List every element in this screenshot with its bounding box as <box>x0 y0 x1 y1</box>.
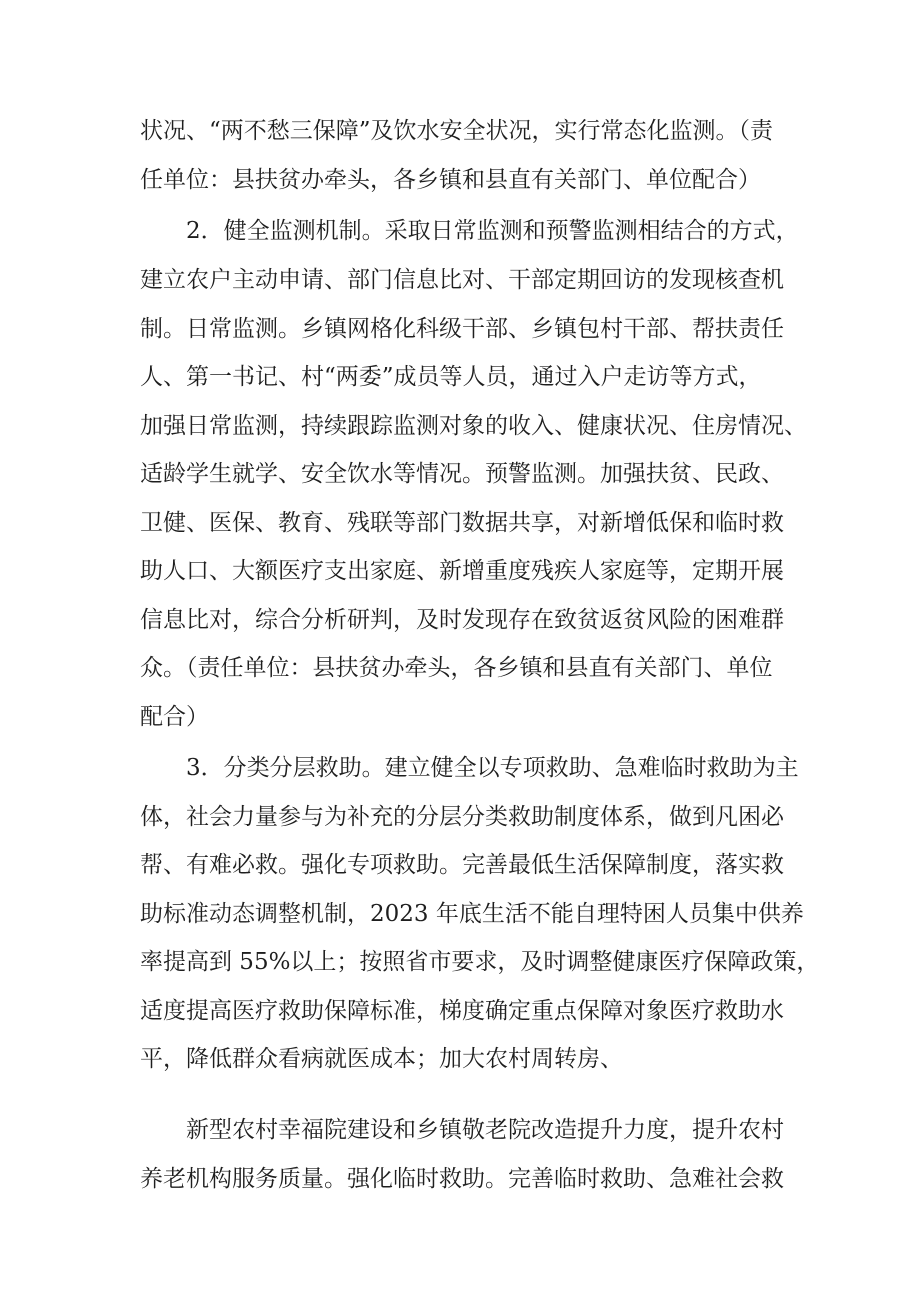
text-line: 养老机构服务质量。强化临时救助。完善临时救助、急难社会救 <box>140 1166 784 1192</box>
text-line: 信息比对，综合分析研判，及时发现存在致贫返贫风险的困难群 <box>140 607 784 633</box>
text-line: 加强日常监测，持续跟踪监测对象的收入、健康状况、住房情况、 <box>140 413 807 439</box>
text-line: 卫健、医保、教育、残联等部门数据共享，对新增低保和临时救 <box>140 510 784 536</box>
text-line: 助标准动态调整机制，2023 年底生活不能自理特困人员集中供养 <box>140 901 804 927</box>
text-line: 众。（责任单位：县扶贫办牵头，各乡镇和县直有关部门、单位 <box>140 655 773 681</box>
text-line: 状况、“两不愁三保障”及饮水安全状况，实行常态化监测。（责 <box>140 118 774 144</box>
text-line: 体，社会力量参与为补充的分层分类救助制度体系，做到凡困必 <box>140 804 784 830</box>
text-line: 任单位：县扶贫办牵头，各乡镇和县直有关部门、单位配合） <box>140 167 761 193</box>
text-line: 建立农户主动申请、部门信息比对、干部定期回访的发现核查机 <box>140 267 784 293</box>
text-line: 新型农村幸福院建设和乡镇敬老院改造提升力度，提升农村 <box>186 1117 784 1143</box>
text-line: 适龄学生就学、安全饮水等情况。预警监测。加强扶贫、民政、 <box>140 461 784 487</box>
paragraph-2-heading: 2．健全监测机制。采取日常监测和预警监测相结合的方式， <box>186 218 799 244</box>
text-line: 率提高到 55%以上；按照省市要求，及时调整健康医疗保障政策， <box>140 949 820 975</box>
text-line: 平，降低群众看病就医成本；加大农村周转房、 <box>140 1046 623 1072</box>
text-line: 助人口、大额医疗支出家庭、新增重度残疾人家庭等，定期开展 <box>140 558 784 584</box>
text-line: 制。日常监测。乡镇网格化科级干部、乡镇包村干部、帮扶责任 <box>140 316 784 342</box>
text-line: 适度提高医疗救助保障标准，梯度确定重点保障对象医疗救助水 <box>140 998 784 1024</box>
text-line: 帮、有难必救。强化专项救助。完善最低生活保障制度，落实救 <box>140 852 784 878</box>
paragraph-3-heading: 3．分类分层救助。建立健全以专项救助、急难临时救助为主 <box>186 755 799 781</box>
text-line: 配合） <box>140 704 209 730</box>
text-line: 人、第一书记、村“两委”成员等人员，通过入户走访等方式， <box>140 364 762 390</box>
